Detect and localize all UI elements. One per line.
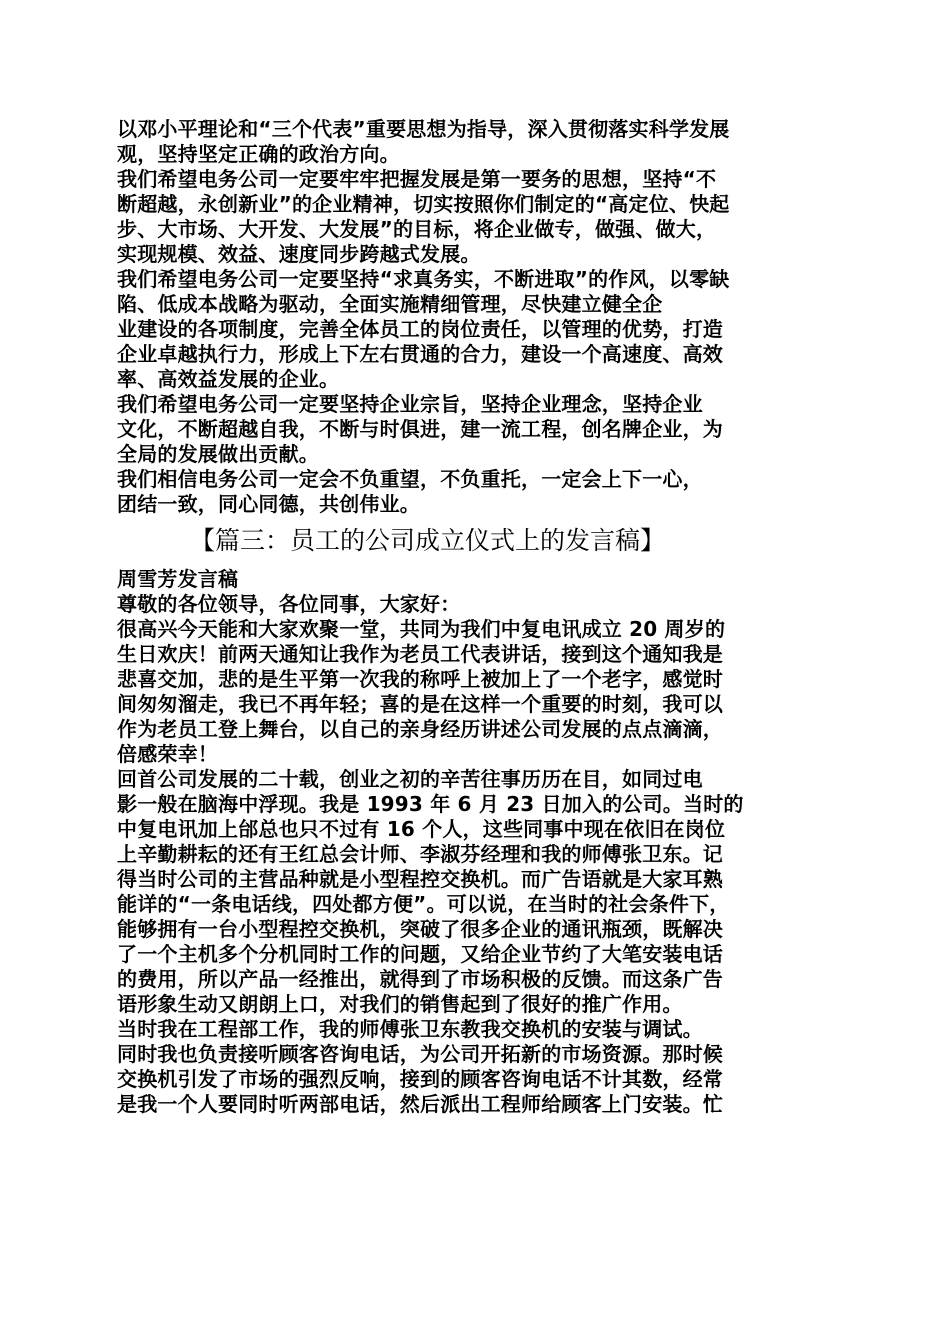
text-line: 我们希望电务公司一定要牢牢把握发展是第一要务的思想，坚持“不 xyxy=(117,167,717,191)
speech-title: 周雪芳发言稿 xyxy=(117,567,239,591)
text-line: 能够拥有一台小型程控交换机，突破了很多企业的通讯瓶颈，既解决 xyxy=(117,917,723,941)
text-line: 能详的“一条电话线，四处都方便”。可以说，在当时的社会条件下， xyxy=(117,892,730,916)
text-line: 我们希望电务公司一定要坚持企业宗旨，坚持企业理念，坚持企业 xyxy=(117,392,703,416)
text-line: 间匆匆溜走，我已不再年轻；喜的是在这样一个重要的时刻，我可以 xyxy=(117,692,723,716)
text-line: 同时我也负责接听顾客咨询电话，为公司开拓新的市场资源。那时候 xyxy=(117,1042,723,1066)
text-line: 很高兴今天能和大家欢聚一堂，共同为我们中复电讯成立 20 周岁的 xyxy=(117,617,726,641)
text-line: 全局的发展做出贡献。 xyxy=(117,442,319,466)
text-line: 企业卓越执行力，形成上下左右贯通的合力，建设一个高速度、高效 xyxy=(117,342,723,366)
text-line: 陷、低成本战略为驱动，全面实施精细管理，尽快建立健全企 xyxy=(117,292,663,316)
text-line: 交换机引发了市场的强烈反响，接到的顾客咨询电话不计其数，经常 xyxy=(117,1067,723,1091)
text-line: 当时我在工程部工作，我的师傅张卫东教我交换机的安装与调试。 xyxy=(117,1017,703,1041)
text-line: 率、高效益发展的企业。 xyxy=(117,367,340,391)
text-line: 实现规模、效益、速度同步跨越式发展。 xyxy=(117,242,481,266)
text-line: 语形象生动又朗朗上口，对我们的销售起到了很好的推广作用。 xyxy=(117,992,683,1016)
text-line: 业建设的各项制度，完善全体员工的岗位责任，以管理的优势，打造 xyxy=(117,317,723,341)
text-line: 团结一致，同心同德，共创伟业。 xyxy=(117,492,420,516)
text-line: 回首公司发展的二十载，创业之初的辛苦往事历历在目，如同过电 xyxy=(117,767,703,791)
body-text-top xyxy=(117,117,837,517)
text-line: 以邓小平理论和“三个代表”重要思想为指导，深入贯彻落实科学发展 xyxy=(117,117,730,141)
body-text-bottom xyxy=(117,567,837,1117)
text-line: 我们希望电务公司一定要坚持“求真务实，不断进取”的作风，以零缺 xyxy=(117,267,730,291)
document-page xyxy=(117,117,837,1117)
text-line: 观，坚持坚定正确的政治方向。 xyxy=(117,142,400,166)
section-heading: 【篇三：员工的公司成立仪式上的发言稿】 xyxy=(190,526,666,555)
text-line: 生日欢庆！前两天通知让我作为老员工代表讲话，接到这个通知我是 xyxy=(117,642,723,666)
text-line: 尊敬的各位领导，各位同事，大家好： xyxy=(117,592,461,616)
text-line: 上辛勤耕耘的还有王红总会计师、李淑芬经理和我的师傅张卫东。记 xyxy=(117,842,723,866)
text-line: 了一个主机多个分机同时工作的问题，又给企业节约了大笔安装电话 xyxy=(117,942,723,966)
text-line: 步、大市场、大开发、大发展”的目标，将企业做专，做强、做大， xyxy=(117,217,717,241)
text-line: 断超越，永创新业”的企业精神，切实按照你们制定的“高定位、快起 xyxy=(117,192,730,216)
text-line: 文化，不断超越自我，不断与时俱进，建一流工程，创名牌企业，为 xyxy=(117,417,723,441)
text-line: 倍感荣幸！ xyxy=(117,742,218,766)
text-line: 是我一个人要同时听两部电话，然后派出工程师给顾客上门安装。忙 xyxy=(117,1092,723,1116)
text-line: 影一般在脑海中浮现。我是 1993 年 6 月 23 日加入的公司。当时的 xyxy=(117,792,744,816)
text-line: 悲喜交加，悲的是生平第一次我的称呼上被加上了一个老字，感觉时 xyxy=(117,667,723,691)
text-line: 得当时公司的主营品种就是小型程控交换机。而广告语就是大家耳熟 xyxy=(117,867,723,891)
text-line: 的费用，所以产品一经推出，就得到了市场积极的反馈。而这条广告 xyxy=(117,967,723,991)
text-line: 作为老员工登上舞台，以自己的亲身经历讲述公司发展的点点滴滴， xyxy=(117,717,723,741)
text-line: 我们相信电务公司一定会不负重望，不负重托，一定会上下一心， xyxy=(117,467,703,491)
text-line: 中复电讯加上邰总也只不过有 16 个人，这些同事中现在依旧在岗位 xyxy=(117,817,726,841)
